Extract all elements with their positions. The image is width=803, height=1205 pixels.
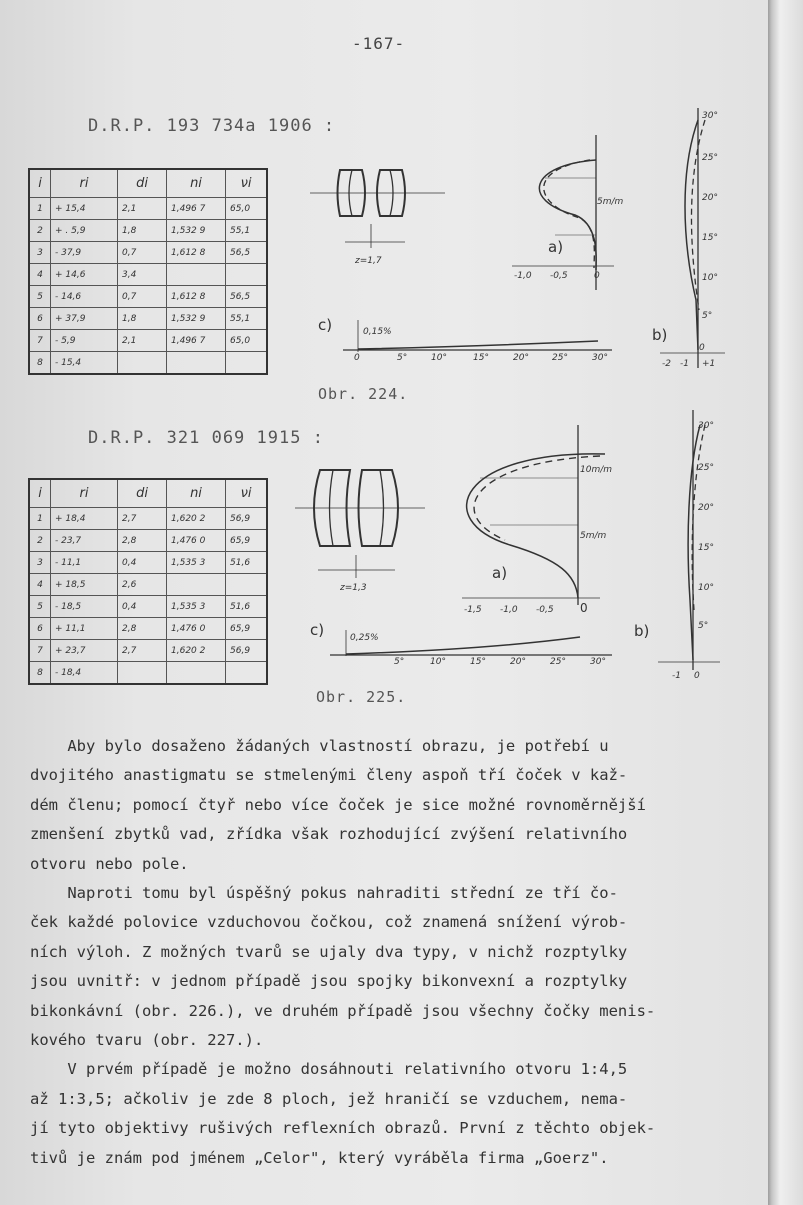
text-line: tivů je znám pod jménem „Celor", který vyráběla firma „Goerz". <box>30 1148 609 1167</box>
surface-index-cell: 6 <box>29 308 51 330</box>
refractive-index-cell: 1,476 0 <box>167 530 226 552</box>
thickness-cell: 2,7 <box>118 640 167 662</box>
text-line: jí tyto objektivy rušivých reflexních obrazů. První z těchto objek- <box>30 1119 656 1138</box>
c-tick-225-2: 15° <box>470 657 486 667</box>
b-xtick-224-0: -2 <box>662 359 671 369</box>
surface-index-cell: 4 <box>29 264 51 286</box>
figure-caption-225: Obr. 225. <box>316 688 407 706</box>
refractive-index-cell: 1,532 9 <box>167 220 226 242</box>
header-radius: ri <box>51 169 118 198</box>
text-line: kového tvaru (obr. 227.). <box>30 1031 264 1050</box>
refractive-index-cell: 1,620 2 <box>167 640 226 662</box>
b-tick-224-4: 10° <box>702 273 718 283</box>
abbe-number-cell: 51,6 <box>226 596 268 618</box>
thickness-cell: 2,8 <box>118 618 167 640</box>
thickness-cell: 0,7 <box>118 286 167 308</box>
thickness-cell: 2,8 <box>118 530 167 552</box>
radius-cell: + 11,1 <box>51 618 118 640</box>
z-label-224: z=1,7 <box>355 256 382 266</box>
abbe-number-cell: 65,9 <box>226 618 268 640</box>
radius-cell: + 14,6 <box>51 264 118 286</box>
radius-cell: - 15,4 <box>51 352 118 375</box>
b-tick-225-5: 5° <box>698 621 709 631</box>
body-text <box>30 732 750 1173</box>
a-tick-225-3: 0 <box>580 601 588 615</box>
header-index: ni <box>167 479 226 508</box>
a-tick-225-0: -1,5 <box>464 605 482 615</box>
refractive-index-cell: 1,535 3 <box>167 596 226 618</box>
radius-cell: + 23,7 <box>51 640 118 662</box>
b-tick-225-3: 15° <box>698 543 714 553</box>
abbe-number-cell: 56,5 <box>226 286 268 308</box>
surface-index-cell: 3 <box>29 242 51 264</box>
c-tick-225-3: 20° <box>510 657 526 667</box>
b-tick-225-1: 25° <box>698 463 714 473</box>
abbe-number-cell: 51,6 <box>226 552 268 574</box>
figure-caption-224: Obr. 224. <box>318 385 409 403</box>
surface-index-cell: 7 <box>29 640 51 662</box>
surface-index-cell: 5 <box>29 596 51 618</box>
surface-index-cell: 5 <box>29 286 51 308</box>
header-abbe: νi <box>226 169 268 198</box>
header-abbe: νi <box>226 479 268 508</box>
a-tick-224-2: 0 <box>594 271 600 281</box>
c-tick-224-2: 10° <box>431 353 447 363</box>
text-line: až 1:3,5; ačkoliv je zde 8 ploch, jež hraničí se vzduchem, nema- <box>30 1089 628 1108</box>
radius-cell: + 15,4 <box>51 198 118 220</box>
refractive-index-cell: 1,476 0 <box>167 618 226 640</box>
text-line: ček každé polovice vzduchovou čočkou, což znamená snížení výrob- <box>30 913 628 932</box>
b-tick-225-2: 20° <box>698 503 714 513</box>
text-line: dém členu; pomocí čtyř nebo více čoček je sice možné rovnoměrnější <box>30 795 646 814</box>
b-tick-224-6: 0 <box>699 343 705 353</box>
radius-cell: - 37,9 <box>51 242 118 264</box>
abbe-number-cell: 65,0 <box>226 330 268 352</box>
c-tick-224-1: 5° <box>397 353 408 363</box>
surface-index-cell: 7 <box>29 330 51 352</box>
c-tick-224-5: 25° <box>552 353 568 363</box>
radius-cell: + 37,9 <box>51 308 118 330</box>
paragraph-2 <box>30 879 750 1055</box>
c-tick-225-5: 30° <box>590 657 606 667</box>
c-tick-225-4: 25° <box>550 657 566 667</box>
abbe-number-cell: 56,9 <box>226 508 268 530</box>
text-line: bikonkávní (obr. 226.), ve druhém případě jsou všechny čočky menis- <box>30 1001 656 1020</box>
c-label-225: c) <box>310 621 325 639</box>
refractive-index-cell: 1,620 2 <box>167 508 226 530</box>
refractive-index-cell: 1,535 3 <box>167 552 226 574</box>
text-line: jsou uvnitř: v jednom případě jsou spojky bikonvexní a rozptylky <box>30 972 628 991</box>
refractive-index-cell: 1,612 8 <box>167 286 226 308</box>
text-line: Aby bylo dosaženo žádaných vlastností obrazu, je potřebí u <box>30 737 609 755</box>
radius-cell: - 18,5 <box>51 596 118 618</box>
radius-cell: - 23,7 <box>51 530 118 552</box>
c-tick-224-3: 15° <box>473 353 489 363</box>
c-label-224: c) <box>318 316 333 334</box>
b-label-224: b) <box>652 326 668 344</box>
abbe-number-cell: 65,0 <box>226 198 268 220</box>
text-line: ních výloh. Z možných tvarů se ujaly dva typy, v nichž rozptylky <box>30 942 628 961</box>
a-tick-225-2: -0,5 <box>536 605 554 615</box>
text-line: Naproti tomu byl úspěšný pokus nahraditi střední ze tří čo- <box>30 884 618 903</box>
thickness-cell: 3,4 <box>118 264 167 286</box>
a-label-224: a) <box>548 238 564 256</box>
c-tick-225-0: 5° <box>394 657 405 667</box>
thickness-cell: 2,6 <box>118 574 167 596</box>
b-tick-224-2: 20° <box>702 193 718 203</box>
abbe-number-cell: 55,1 <box>226 308 268 330</box>
b-xtick-225-0: -1 <box>672 671 681 681</box>
a-tick-224-0: -1,0 <box>514 271 532 281</box>
surface-index-cell: 1 <box>29 508 51 530</box>
text-line: dvojitého anastigmatu se stmelenými členy aspoň tří čoček v kaž- <box>30 766 628 785</box>
header-thickness: di <box>118 169 167 198</box>
abbe-number-cell: 55,1 <box>226 220 268 242</box>
a-tick-224-1: -0,5 <box>550 271 568 281</box>
a-label-225: a) <box>492 564 508 582</box>
surface-index-cell: 8 <box>29 352 51 375</box>
surface-index-cell: 2 <box>29 530 51 552</box>
header-thickness: di <box>118 479 167 508</box>
b-label-225: b) <box>634 622 650 640</box>
thickness-cell: 0,7 <box>118 242 167 264</box>
aberration-curve-a-224 <box>512 135 614 290</box>
thickness-cell: 0,4 <box>118 552 167 574</box>
b-xtick-224-1: -1 <box>680 359 689 369</box>
c-tick-224-4: 20° <box>513 353 529 363</box>
b-tick-224-3: 15° <box>702 233 718 243</box>
c-tick-224-0: 0 <box>354 353 360 363</box>
b-tick-224-5: 5° <box>702 311 713 321</box>
surface-index-cell: 1 <box>29 198 51 220</box>
c-tick-225-1: 10° <box>430 657 446 667</box>
b-xtick-224-2: +1 <box>702 359 716 369</box>
radius-cell: - 5,9 <box>51 330 118 352</box>
page-edge-shadow <box>768 0 803 1205</box>
radius-cell: - 11,1 <box>51 552 118 574</box>
surface-index-cell: 3 <box>29 552 51 574</box>
thickness-cell: 1,8 <box>118 220 167 242</box>
a-scale-225: 5m/m <box>580 531 607 541</box>
refractive-index-cell: 1,496 7 <box>167 198 226 220</box>
abbe-number-cell: 65,9 <box>226 530 268 552</box>
thickness-cell: 2,1 <box>118 330 167 352</box>
a-scale-top-225: 10m/m <box>580 465 613 475</box>
surface-index-cell: 6 <box>29 618 51 640</box>
refractive-index-cell: 1,612 8 <box>167 242 226 264</box>
refractive-index-cell: 1,496 7 <box>167 330 226 352</box>
b-tick-225-4: 10° <box>698 583 714 593</box>
a-tick-225-1: -1,0 <box>500 605 518 615</box>
text-line: V prvém případě je možno dosáhnouti relativního otvoru 1:4,5 <box>30 1060 628 1079</box>
aberration-curve-a-225 <box>462 425 605 605</box>
c-pct-224: 0,15% <box>363 327 392 337</box>
z-label-225: z=1,3 <box>340 583 367 593</box>
thickness-cell: 1,8 <box>118 308 167 330</box>
radius-cell: - 14,6 <box>51 286 118 308</box>
a-scale-224: 5m/m <box>597 197 624 207</box>
b-tick-224-0: 30° <box>702 111 718 121</box>
paragraph-3 <box>30 1055 750 1173</box>
thickness-cell: 2,1 <box>118 198 167 220</box>
patent-heading-1: D.R.P. 193 734a 1906 : <box>88 116 336 136</box>
lens-cross-section-224 <box>310 170 445 248</box>
header-i: i <box>29 169 51 198</box>
text-line: otvoru nebo pole. <box>30 854 189 873</box>
header-radius: ri <box>51 479 118 508</box>
thickness-cell: 2,7 <box>118 508 167 530</box>
patent-heading-2: D.R.P. 321 069 1915 : <box>88 428 324 448</box>
radius-cell: - 18,4 <box>51 662 118 685</box>
c-pct-225: 0,25% <box>350 633 379 643</box>
radius-cell: + . 5,9 <box>51 220 118 242</box>
b-tick-224-1: 25° <box>702 153 718 163</box>
b-xtick-225-1: 0 <box>694 671 700 681</box>
thickness-cell: 0,4 <box>118 596 167 618</box>
refractive-index-cell: 1,532 9 <box>167 308 226 330</box>
astigmatism-curve-b-225 <box>658 410 720 670</box>
header-i: i <box>29 479 51 508</box>
header-index: ni <box>167 169 226 198</box>
abbe-number-cell: 56,9 <box>226 640 268 662</box>
abbe-number-cell: 56,5 <box>226 242 268 264</box>
surface-index-cell: 4 <box>29 574 51 596</box>
text-line: zmenšení zbytků vad, zřídka však rozhodující zvýšení relativního <box>30 825 628 844</box>
radius-cell: + 18,4 <box>51 508 118 530</box>
lens-cross-section-225 <box>295 470 425 578</box>
b-tick-225-0: 30° <box>698 421 714 431</box>
c-tick-224-6: 30° <box>592 353 608 363</box>
surface-index-cell: 2 <box>29 220 51 242</box>
radius-cell: + 18,5 <box>51 574 118 596</box>
paragraph-1 <box>30 732 750 879</box>
page-number: -167- <box>352 34 406 53</box>
surface-index-cell: 8 <box>29 662 51 685</box>
